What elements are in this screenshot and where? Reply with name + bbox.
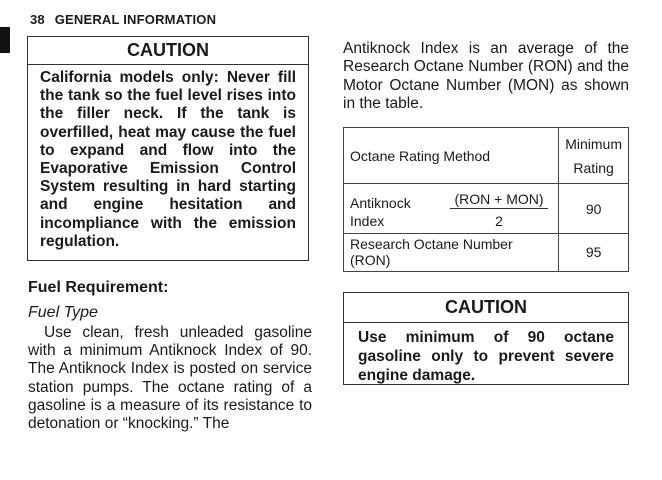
fuel-requirement-heading: Fuel Requirement: xyxy=(28,279,169,296)
caution-text: California models only: Never fill the tank so the fuel level rises into the filler neck. If the tank is overfilled, heat may cause the fuel to expand and flow into the Evaporative Emission Control System resulting in hard starting and engine hesitation and incompliance with the emission regulation. xyxy=(40,69,296,250)
table-row-ron xyxy=(344,233,629,271)
antiknock-label-line1: Antiknock xyxy=(350,194,411,211)
page-header xyxy=(30,12,216,27)
antiknock-paragraph: Antiknock Index is an average of the Research Octane Number (RON) and the Motor Octane Number (MON) as shown in the table. xyxy=(343,40,629,112)
table-row-antiknock xyxy=(344,184,629,234)
caution-title: CAUTION xyxy=(344,293,628,323)
caution-text: Use minimum of 90 octane gasoline only to prevent severe engine damage. xyxy=(358,329,614,384)
table-header-row xyxy=(344,128,629,184)
formula-denominator: 2 xyxy=(495,212,503,229)
page-number: 38 xyxy=(30,12,45,27)
header-method: Octane Rating Method xyxy=(344,128,559,184)
caution-box-california xyxy=(27,36,309,261)
ron-value: 95 xyxy=(559,233,629,271)
header-min-line2: Rating xyxy=(573,159,614,176)
header-min-line1: Minimum xyxy=(565,135,622,152)
antiknock-value: 90 xyxy=(559,184,629,234)
ron-label: Research Octane Number (RON) xyxy=(344,233,559,271)
antiknock-cell xyxy=(344,184,559,234)
fuel-type-subheading: Fuel Type xyxy=(28,304,98,321)
caution-box-octane xyxy=(343,292,629,385)
caution-title: CAUTION xyxy=(28,37,308,65)
antiknock-formula xyxy=(450,191,548,229)
antiknock-label xyxy=(350,194,411,230)
page-edge-tab xyxy=(0,27,10,53)
antiknock-label-line2: Index xyxy=(350,212,385,229)
octane-rating-table xyxy=(343,127,629,272)
section-title: GENERAL INFORMATION xyxy=(54,12,217,27)
fuel-type-paragraph: Use clean, fresh unleaded gasoline with a minimum Antiknock Index of 90. The Antiknock Index is posted on service station pumps. The octane rating of a gasoline is a measure of its resistance to detonation or “knocking.” The xyxy=(28,324,312,433)
header-minimum-rating xyxy=(559,128,629,184)
formula-numerator: (RON + MON) xyxy=(450,191,548,209)
